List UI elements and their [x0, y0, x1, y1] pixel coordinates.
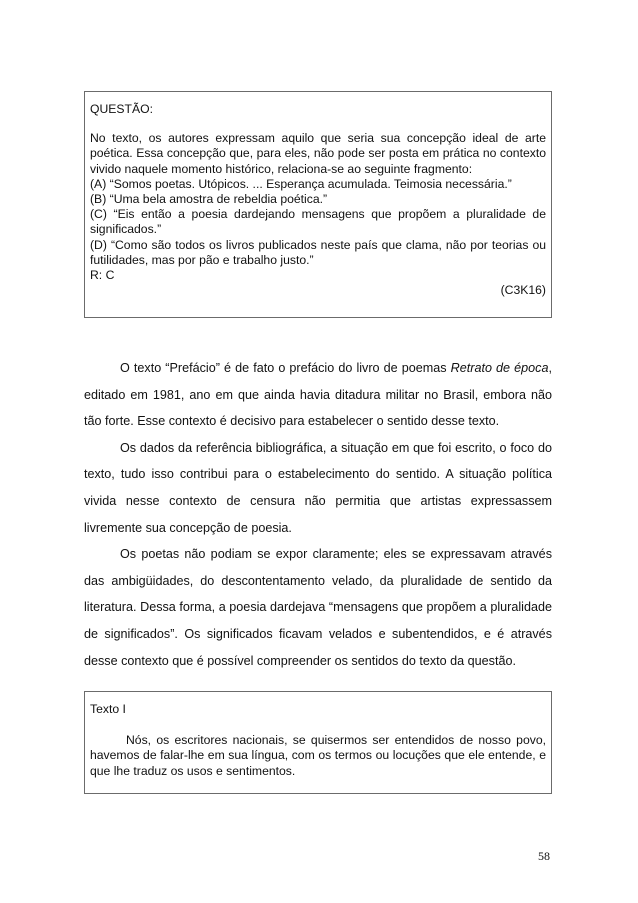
paragraph-1: [84, 355, 552, 435]
text-heading: Texto I: [90, 702, 126, 716]
option-d: (D) “Como são todos os livros publicados neste país que clama, não por teorias ou futilidades, mas por pão e trabalho justo.”: [90, 237, 546, 267]
body-text: [84, 355, 552, 674]
option-c: (C) “Eis então a poesia dardejando mensagens que propõem a pluralidade de significados.”: [90, 207, 546, 237]
option-a: (A) “Somos poetas. Utópicos. ... Esperança acumulada. Teimosia necessária.”: [90, 176, 512, 191]
answer: R: C: [90, 268, 115, 283]
paragraph-3: Os poetas não podiam se expor claramente; eles se expressavam através das ambigüidades, do descontentamento velado, da pluralidade de sentido da literatura. Dessa forma, a poesia dardejava “mensagens que propõem a pluralidade de significados”. Os significados ficavam velados e subentendidos, e é através desse contexto que é possível compreender os sentidos do texto da questão.: [84, 547, 552, 668]
question-prompt: No texto, os autores expressam aquilo que seria sua concepção ideal de arte poética. Essa concepção que, para eles, não pode ser posta em prática no contexto vivido naquele momento histórico, relaciona-se ao seguinte fragmento:: [90, 131, 546, 176]
paragraph-1-start: O texto “Prefácio” é de fato o prefácio do livro de poemas: [120, 361, 451, 375]
text-box: [84, 691, 552, 794]
question-box: [84, 91, 552, 318]
question-heading: QUESTÃO:: [90, 102, 153, 116]
option-b: (B) “Uma bela amostra de rebeldia poética.”: [90, 192, 328, 207]
paragraph-2: Os dados da referência bibliográfica, a situação em que foi escrito, o foco do texto, tudo isso contribui para o estabelecimento do sentido. A situação política vivida nesse contexto de censura não permitia que artistas expressassem livremente sua concepção de poesia.: [84, 440, 552, 535]
paragraph-1-end: , editado em 1981, ano em que ainda havia ditadura militar no Brasil, embora não tão forte. Esse contexto é decisivo para estabelecer o sentido desse texto.: [84, 361, 552, 429]
question-code: (C3K16): [500, 283, 546, 298]
book-title: Retrato de época: [450, 361, 549, 375]
page-number: 58: [538, 849, 550, 863]
text-content: Nós, os escritores nacionais, se quisermos ser entendidos de nosso povo, havemos de falar-lhe em sua língua, com os termos ou locuções que ele entende, e que lhe traduz os usos e sentimentos.: [90, 733, 546, 778]
